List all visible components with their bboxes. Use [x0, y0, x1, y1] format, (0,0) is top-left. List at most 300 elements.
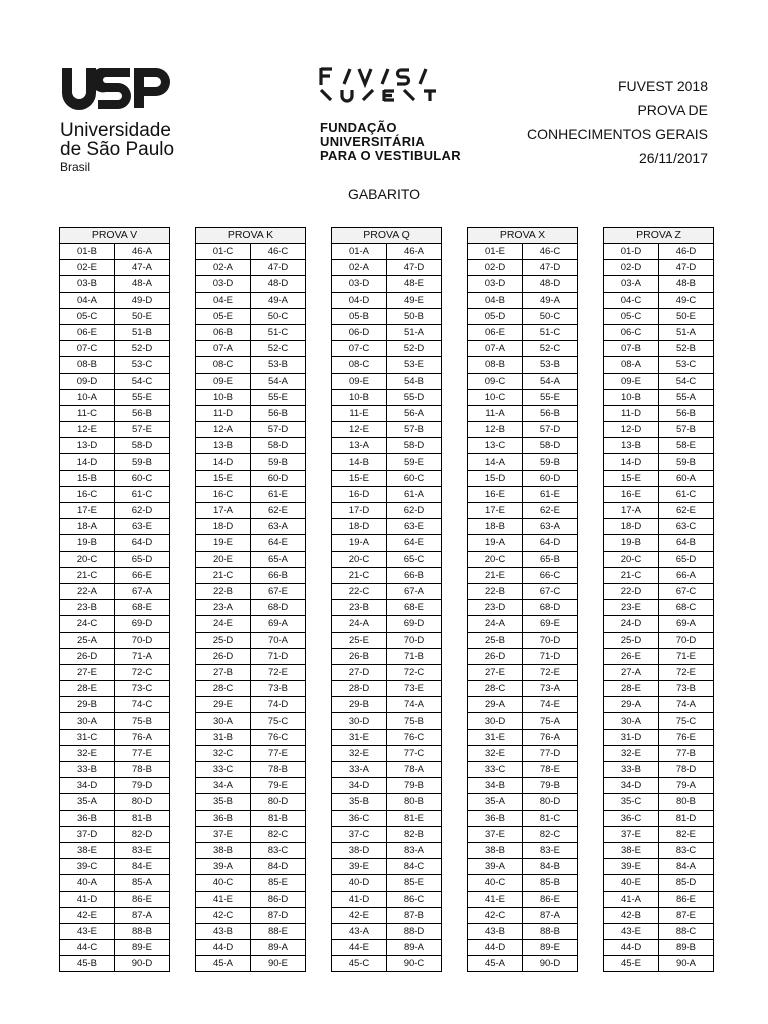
answer-cell-right: 60-C: [115, 470, 170, 486]
table-row: [196, 664, 305, 680]
table-row: [332, 341, 441, 357]
answer-cell-left: 07-C: [60, 341, 115, 357]
answer-cell-left: 35-C: [604, 794, 659, 810]
table-row: [468, 697, 577, 713]
answer-cell-left: 22-B: [196, 583, 251, 599]
table-row: [468, 859, 577, 875]
answer-cell-right: 60-A: [659, 470, 714, 486]
answer-cell-left: 44-D: [196, 940, 251, 956]
answer-table-prova-k: [195, 227, 306, 972]
answer-cell-left: 26-E: [604, 648, 659, 664]
answer-cell-left: 42-E: [60, 907, 115, 923]
table-row: [196, 648, 305, 664]
answer-cell-left: 18-B: [468, 519, 523, 535]
answer-cell-left: 08-B: [468, 357, 523, 373]
answer-cell-right: 49-C: [659, 292, 714, 308]
answer-cell-right: 52-C: [251, 341, 306, 357]
table-row: [604, 454, 713, 470]
answer-table-prova-z: [603, 227, 714, 972]
answer-cell-left: 08-A: [604, 357, 659, 373]
table-row: [196, 454, 305, 470]
answer-cell-left: 40-C: [468, 875, 523, 891]
table-row: [60, 794, 169, 810]
table-row: [332, 567, 441, 583]
table-row: [196, 600, 305, 616]
answer-cell-left: 08-C: [332, 357, 387, 373]
answer-cell-left: 13-D: [60, 438, 115, 454]
answer-cell-right: 90-E: [267, 958, 289, 970]
answer-cell-left: 10-A: [60, 389, 115, 405]
table-row: [196, 519, 305, 535]
answer-cell-right: 70-D: [115, 632, 170, 648]
answer-cell-left: 11-C: [60, 405, 115, 421]
answer-cell-left: 22-A: [60, 583, 115, 599]
table-row: [196, 260, 305, 276]
answer-grid: [468, 244, 577, 971]
answer-cell-right: 79-D: [115, 778, 170, 794]
answer-cell-left: 27-E: [468, 664, 523, 680]
answer-cell-left: 13-A: [332, 438, 387, 454]
answer-cell-left: 04-A: [60, 292, 115, 308]
table-row: [60, 826, 169, 842]
answer-cell-left: 18-D: [196, 519, 251, 535]
answer-cell-right: 70-A: [251, 632, 306, 648]
answer-cell-left: 22-B: [468, 583, 523, 599]
table-row: [60, 859, 169, 875]
answer-cell-left: 17-E: [60, 503, 115, 519]
answer-cell-left: 25-E: [332, 632, 387, 648]
answer-cell-right: 50-B: [387, 308, 442, 324]
answer-cell-left: 05-D: [468, 308, 523, 324]
table-row: [468, 600, 577, 616]
table-row: [604, 664, 713, 680]
answer-cell-left: 36-B: [468, 810, 523, 826]
answer-cell-right: 80-D: [523, 794, 578, 810]
answer-cell-right: 80-B: [659, 794, 714, 810]
table-row: [468, 616, 577, 632]
answer-cell-right: 82-C: [251, 826, 306, 842]
table-row: [60, 778, 169, 794]
answer-cell-left: 45-C: [332, 956, 387, 972]
answer-cell-right: 90-C: [403, 958, 425, 970]
table-row: [604, 891, 713, 907]
answer-cell-right: 75-A: [523, 713, 578, 729]
answer-cell-left: 09-C: [468, 373, 523, 389]
table-row: [604, 600, 713, 616]
answer-cell-left: 25-A: [60, 632, 115, 648]
answer-cell-right: 87-A: [115, 907, 170, 923]
answer-cell-right: 78-D: [659, 762, 714, 778]
answer-cell-right: 77-C: [387, 745, 442, 761]
answer-cell-left: 02-D: [468, 260, 523, 276]
exam-type-line1: PROVA DE: [637, 102, 708, 118]
answer-cell-right: 55-E: [523, 389, 578, 405]
table-row: [468, 681, 577, 697]
answer-cell-left: 17-D: [332, 503, 387, 519]
answer-cell-left: 20-C: [468, 551, 523, 567]
answer-cell-right: 58-D: [523, 438, 578, 454]
answer-cell-right: 86-E: [659, 891, 714, 907]
answer-cell-left: 29-B: [332, 697, 387, 713]
answer-cell-right: 64-D: [523, 535, 578, 551]
answer-cell-right: 74-E: [523, 697, 578, 713]
table-row: [332, 697, 441, 713]
answer-cell-right: 64-D: [115, 535, 170, 551]
answer-cell-left: 20-C: [332, 551, 387, 567]
answer-cell-right: 74-D: [251, 697, 306, 713]
table-row: [332, 940, 441, 956]
answer-cell-left: 41-E: [468, 891, 523, 907]
table-row: [604, 551, 713, 567]
table-row: [468, 875, 577, 891]
answer-cell-right: 53-B: [251, 357, 306, 373]
answer-cell-right: 64-E: [387, 535, 442, 551]
table-row: [332, 891, 441, 907]
answer-cell-right: 72-E: [251, 664, 306, 680]
fvs-line2: UNIVERSITÁRIA: [320, 134, 426, 149]
answer-cell-left: 21-C: [332, 567, 387, 583]
answer-cell-right: 49-A: [523, 292, 578, 308]
table-row: [468, 454, 577, 470]
table-row: [60, 632, 169, 648]
answer-cell-left: 13-C: [468, 438, 523, 454]
answer-cell-left: 07-C: [332, 341, 387, 357]
table-header: PROVA K: [196, 228, 305, 244]
answer-cell-right: 56-A: [387, 405, 442, 421]
answer-cell-right: 61-E: [523, 486, 578, 502]
answer-cell-left: 35-A: [60, 794, 115, 810]
answer-cell-left: 29-A: [604, 697, 659, 713]
table-row: [604, 648, 713, 664]
answer-cell-left: 12-D: [604, 422, 659, 438]
answer-cell-left: 15-E: [604, 470, 659, 486]
page-title: GABARITO: [347, 186, 421, 202]
answer-cell-right: 69-D: [387, 616, 442, 632]
answer-cell-right: 66-B: [387, 567, 442, 583]
answer-cell-right: 54-A: [251, 373, 306, 389]
answer-cell-left: 11-D: [196, 405, 251, 421]
answer-cell-right: 58-E: [659, 438, 714, 454]
fuvest-logo: [318, 66, 450, 115]
table-row: [196, 713, 305, 729]
table-row: [468, 632, 577, 648]
answer-cell-right: 72-C: [387, 664, 442, 680]
answer-cell-left: 30-D: [332, 713, 387, 729]
answer-cell-right: 63-E: [115, 519, 170, 535]
answer-cell-right: 73-E: [387, 681, 442, 697]
table-row: [604, 583, 713, 599]
answer-cell-left: 35-A: [468, 794, 523, 810]
table-row: [332, 923, 441, 939]
answer-cell-left: 03-D: [196, 276, 251, 292]
table-row: [468, 778, 577, 794]
answer-cell-right: 46-C: [523, 244, 578, 260]
table-row: [604, 519, 713, 535]
answer-cell-right: 63-A: [251, 519, 306, 535]
answer-cell-left: 23-A: [196, 600, 251, 616]
answer-cell-left: 30-A: [60, 713, 115, 729]
table-row: [196, 503, 305, 519]
answer-cell-right: 70-D: [659, 632, 714, 648]
answer-cell-left: 39-A: [196, 859, 251, 875]
answer-cell-left: 28-C: [196, 681, 251, 697]
usp-line2: de São Paulo: [60, 139, 175, 160]
answer-cell-left: 45-A: [196, 956, 251, 972]
table-row: [468, 762, 577, 778]
table-row: [468, 923, 577, 939]
table-row: [332, 842, 441, 858]
table-row: [604, 567, 713, 583]
answer-cell-left: 38-D: [332, 842, 387, 858]
answer-cell-right: 55-A: [659, 389, 714, 405]
answer-cell-left: 03-B: [60, 276, 115, 292]
table-row: [60, 276, 169, 292]
answer-cell-right: 77-E: [251, 745, 306, 761]
answer-cell-left: 14-D: [60, 454, 115, 470]
answer-cell-right: 67-A: [387, 583, 442, 599]
answer-cell-left: 03-A: [604, 276, 659, 292]
table-row: [468, 244, 577, 260]
table-row: [604, 632, 713, 648]
table-row: [196, 308, 305, 324]
table-row: [604, 422, 713, 438]
answer-cell-left: 37-C: [332, 826, 387, 842]
answer-cell-left: 41-E: [196, 891, 251, 907]
answer-cell-right: 62-D: [115, 503, 170, 519]
answer-cell-left: 34-D: [332, 778, 387, 794]
answer-cell-left: 23-B: [60, 600, 115, 616]
answer-cell-left: 07-A: [196, 341, 251, 357]
table-row: [60, 600, 169, 616]
table-row: [468, 940, 577, 956]
answer-cell-left: 25-B: [468, 632, 523, 648]
answer-cell-left: 12-B: [468, 422, 523, 438]
answer-cell-right: 53-E: [387, 357, 442, 373]
answer-cell-right: 80-D: [115, 794, 170, 810]
answer-cell-left: 04-C: [604, 292, 659, 308]
answer-cell-right: 71-D: [523, 648, 578, 664]
answer-cell-right: 68-D: [523, 600, 578, 616]
table-row: [604, 616, 713, 632]
answer-cell-right: 90-D: [539, 958, 561, 970]
answer-cell-left: 02-A: [332, 260, 387, 276]
answer-cell-right: 77-E: [115, 745, 170, 761]
answer-cell-right: 71-A: [115, 648, 170, 664]
answer-cell-left: 06-B: [196, 324, 251, 340]
table-row: [60, 438, 169, 454]
answer-cell-right: 47-D: [523, 260, 578, 276]
answer-cell-right: 76-C: [251, 729, 306, 745]
answer-cell-left: 34-A: [196, 778, 251, 794]
answer-cell-right: 82-D: [115, 826, 170, 842]
answer-cell-right: 78-A: [387, 762, 442, 778]
answer-cell-right: 68-E: [387, 600, 442, 616]
answer-cell-left: 23-D: [468, 600, 523, 616]
answer-cell-right: 77-B: [659, 745, 714, 761]
table-row: [468, 648, 577, 664]
answer-cell-left: 44-D: [604, 940, 659, 956]
answer-cell-left: 09-D: [60, 373, 115, 389]
answer-cell-right: 67-E: [251, 583, 306, 599]
usp-logo: [60, 66, 172, 115]
answer-cell-left: 14-D: [604, 454, 659, 470]
answer-cell-left: 36-B: [196, 810, 251, 826]
answer-cell-right: 87-D: [251, 907, 306, 923]
table-row: [604, 292, 713, 308]
table-header: PROVA X: [468, 228, 577, 244]
table-row: [60, 681, 169, 697]
table-row: [332, 308, 441, 324]
answer-cell-right: 47-D: [387, 260, 442, 276]
table-row: [604, 697, 713, 713]
answer-cell-right: 67-C: [523, 583, 578, 599]
answer-cell-right: 51-C: [251, 324, 306, 340]
answer-cell-right: 62-E: [523, 503, 578, 519]
answer-cell-left: 24-D: [604, 616, 659, 632]
usp-line1: Universidade: [60, 120, 171, 141]
answer-cell-left: 16-E: [604, 486, 659, 502]
answer-cell-left: 26-B: [332, 648, 387, 664]
answer-cell-left: 23-E: [604, 600, 659, 616]
answer-cell-left: 24-A: [468, 616, 523, 632]
answer-cell-left: 08-C: [196, 357, 251, 373]
answer-cell-left: 45-A: [468, 956, 523, 972]
answer-cell-left: 36-B: [60, 810, 115, 826]
answer-cell-right: 46-A: [115, 244, 170, 260]
answer-cell-left: 01-D: [604, 244, 659, 260]
table-row: [604, 405, 713, 421]
table-row: [60, 616, 169, 632]
table-row: [332, 616, 441, 632]
answer-cell-right: 60-D: [523, 470, 578, 486]
answer-cell-right: 68-E: [115, 600, 170, 616]
answer-cell-left: 19-B: [60, 535, 115, 551]
answer-cell-left: 27-E: [60, 664, 115, 680]
answer-cell-left: 31-D: [604, 729, 659, 745]
answer-cell-left: 05-E: [196, 308, 251, 324]
answer-cell-left: 08-B: [60, 357, 115, 373]
answer-cell-right: 73-B: [251, 681, 306, 697]
answer-cell-right: 63-E: [387, 519, 442, 535]
answer-cell-left: 41-D: [60, 891, 115, 907]
answer-cell-left: 40-A: [60, 875, 115, 891]
answer-cell-right: 62-E: [659, 503, 714, 519]
table-row: [332, 859, 441, 875]
table-row: [60, 244, 169, 260]
table-row: [468, 664, 577, 680]
table-row: [196, 859, 305, 875]
table-row: [196, 826, 305, 842]
answer-cell-right: 88-B: [115, 923, 170, 939]
answer-cell-left: 16-E: [468, 486, 523, 502]
table-row: [604, 778, 713, 794]
answer-cell-left: 26-D: [196, 648, 251, 664]
answer-cell-right: 55-E: [251, 389, 306, 405]
answer-cell-left: 26-D: [468, 648, 523, 664]
table-row: [332, 389, 441, 405]
answer-cell-right: 83-C: [251, 842, 306, 858]
answer-cell-left: 11-E: [332, 405, 387, 421]
fvs-line3: PARA O VESTIBULAR: [320, 148, 461, 163]
answer-grid: [196, 244, 305, 971]
fvs-line1: FUNDAÇÃO: [320, 120, 397, 135]
table-row: [604, 729, 713, 745]
answer-cell-right: 81-B: [115, 810, 170, 826]
table-row: [604, 503, 713, 519]
answer-cell-left: 42-C: [196, 907, 251, 923]
table-header: PROVA Z: [604, 228, 713, 244]
answer-cell-right: 62-E: [251, 503, 306, 519]
answer-cell-left: 43-B: [196, 923, 251, 939]
table-row: [196, 357, 305, 373]
answer-cell-left: 43-E: [60, 923, 115, 939]
answer-cell-left: 27-D: [332, 664, 387, 680]
answer-cell-right: 84-E: [115, 859, 170, 875]
table-row: [196, 940, 305, 956]
answer-cell-left: 25-D: [604, 632, 659, 648]
answer-cell-right: 89-A: [251, 940, 306, 956]
answer-cell-left: 12-E: [332, 422, 387, 438]
answer-cell-right: 49-D: [115, 292, 170, 308]
answer-cell-left: 37-E: [468, 826, 523, 842]
table-row: [604, 486, 713, 502]
answer-cell-left: 05-C: [604, 308, 659, 324]
answer-cell-left: 03-D: [332, 276, 387, 292]
answer-cell-left: 29-B: [60, 697, 115, 713]
answer-cell-left: 10-B: [332, 389, 387, 405]
answer-cell-right: 61-E: [251, 486, 306, 502]
table-row: [60, 308, 169, 324]
answer-cell-left: 20-E: [196, 551, 251, 567]
answer-cell-right: 76-A: [523, 729, 578, 745]
answer-cell-right: 55-E: [115, 389, 170, 405]
answer-cell-left: 15-D: [468, 470, 523, 486]
answer-cell-right: 46-C: [251, 244, 306, 260]
table-row: [332, 357, 441, 373]
table-row: [196, 438, 305, 454]
answer-cell-left: 28-E: [604, 681, 659, 697]
table-row: [196, 567, 305, 583]
answer-cell-left: 17-A: [604, 503, 659, 519]
answer-cell-left: 33-C: [468, 762, 523, 778]
table-row: [468, 535, 577, 551]
answer-cell-left: 14-D: [196, 454, 251, 470]
answer-cell-right: 67-C: [659, 583, 714, 599]
fuvest-name: [320, 121, 461, 163]
table-row: [468, 907, 577, 923]
answer-cell-left: 12-A: [196, 422, 251, 438]
answer-cell-right: 74-C: [115, 697, 170, 713]
answer-cell-right: 56-B: [659, 405, 714, 421]
answer-cell-left: 44-E: [332, 940, 387, 956]
answer-cell-left: 34-D: [60, 778, 115, 794]
answer-cell-left: 27-A: [604, 664, 659, 680]
answer-cell-right: 65-D: [115, 551, 170, 567]
answer-cell-right: 65-A: [251, 551, 306, 567]
table-row: [332, 260, 441, 276]
answer-cell-left: 31-E: [332, 729, 387, 745]
answer-cell-right: 82-E: [659, 826, 714, 842]
table-row: [60, 923, 169, 939]
table-row: [604, 762, 713, 778]
table-row: [196, 422, 305, 438]
table-row: [468, 567, 577, 583]
exam-info: [527, 74, 708, 170]
answer-cell-right: 86-E: [523, 891, 578, 907]
table-row: [468, 810, 577, 826]
answer-cell-left: 32-E: [60, 745, 115, 761]
answer-cell-left: 15-E: [196, 470, 251, 486]
